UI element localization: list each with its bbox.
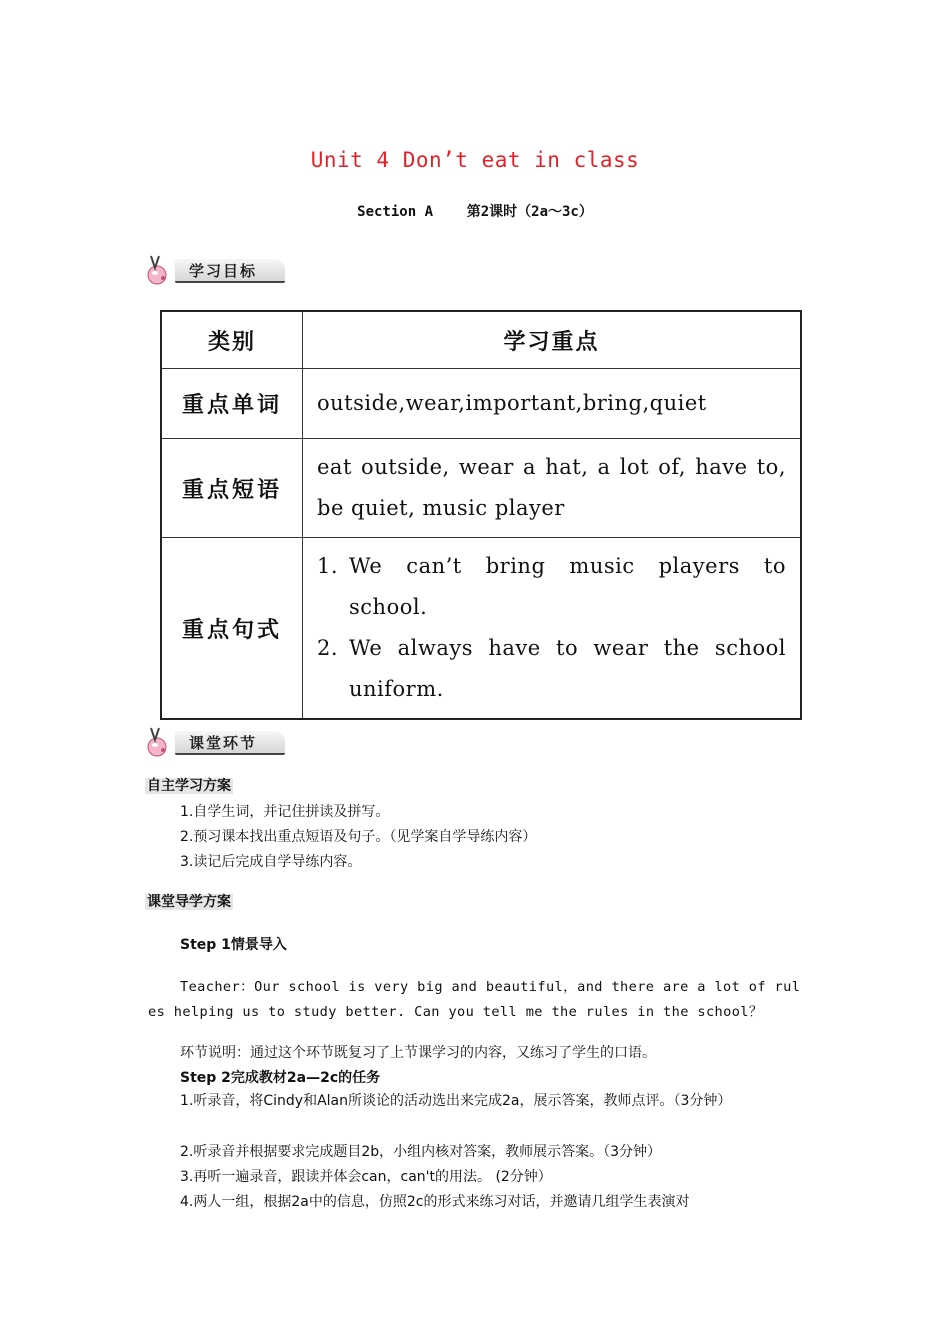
self-study-item: 1.自学生词，并记住拼读及拼写。 — [180, 804, 390, 820]
classroom-banner — [145, 720, 290, 760]
step2-item: 4.两人一组，根据2a中的信息，仿照2c的形式来练习对话，并邀请几组学生表演对 — [180, 1194, 690, 1210]
self-study-heading: 自主学习方案 — [147, 778, 231, 794]
step2-item: 3.再听一遍录音，跟读并体会can，can't的用法。 (2分钟） — [180, 1169, 552, 1185]
row-category: 重点短语 — [161, 439, 303, 538]
step1-title: Step 1情景导入 — [180, 937, 287, 953]
step2-title: Step 2完成教材2a—2c的任务 — [180, 1070, 381, 1086]
banner-label: 课堂环节 — [189, 734, 258, 752]
sentence-text: We always have to wear the school uniform. — [349, 636, 786, 701]
row-content: eat outside, wear a hat, a lot of, have to, be quiet, music player — [303, 439, 802, 538]
step2-item: 1.听录音，将Cindy和Alan所谈论的活动选出来完成2a，展示答案，教师点评。（3分钟） — [180, 1093, 732, 1109]
step1-note: 环节说明：通过这个环节既复习了上节课学习的内容，又练习了学生的口语。 — [180, 1045, 656, 1061]
header-category: 类别 — [161, 311, 303, 369]
banner-label: 学习目标 — [189, 262, 258, 280]
page-title: Unit 4 Don’t eat in class — [310, 148, 640, 172]
self-study-item: 3.读记后完成自学导练内容。 — [180, 854, 362, 870]
row-content: outside,wear,important,bring,quiet — [303, 369, 802, 439]
sentence-number: 1. — [317, 554, 339, 578]
teacher-text: Teacher：Our school is very big and beautiful，and there are a lot of rules helping us to study better. Can you tell me the rules in the school？ — [148, 979, 801, 1020]
header-focus: 学习重点 — [303, 311, 802, 369]
sentence-number: 2. — [317, 636, 339, 660]
table-row — [161, 538, 801, 720]
table-row — [161, 369, 801, 439]
page-subtitle: Section A 第2课时（2a～3c） — [357, 204, 593, 220]
guided-heading: 课堂导学方案 — [147, 894, 231, 910]
goals-banner — [145, 248, 290, 288]
table-header-row — [161, 311, 801, 369]
table-row — [161, 439, 801, 538]
self-study-item: 2.预习课本找出重点短语及句子。（见学案自学导练内容） — [180, 829, 537, 845]
row-sentences — [303, 538, 802, 720]
sentence-item — [317, 628, 786, 710]
row-category: 重点句式 — [161, 538, 303, 720]
sentence-text: We can’t bring music players to school. — [349, 554, 786, 619]
sentence-item — [317, 546, 786, 628]
row-category: 重点单词 — [161, 369, 303, 439]
step2-item: 2.听录音并根据要求完成题目2b，小组内核对答案，教师展示答案。（3分钟） — [180, 1144, 662, 1160]
goals-table — [160, 310, 802, 720]
